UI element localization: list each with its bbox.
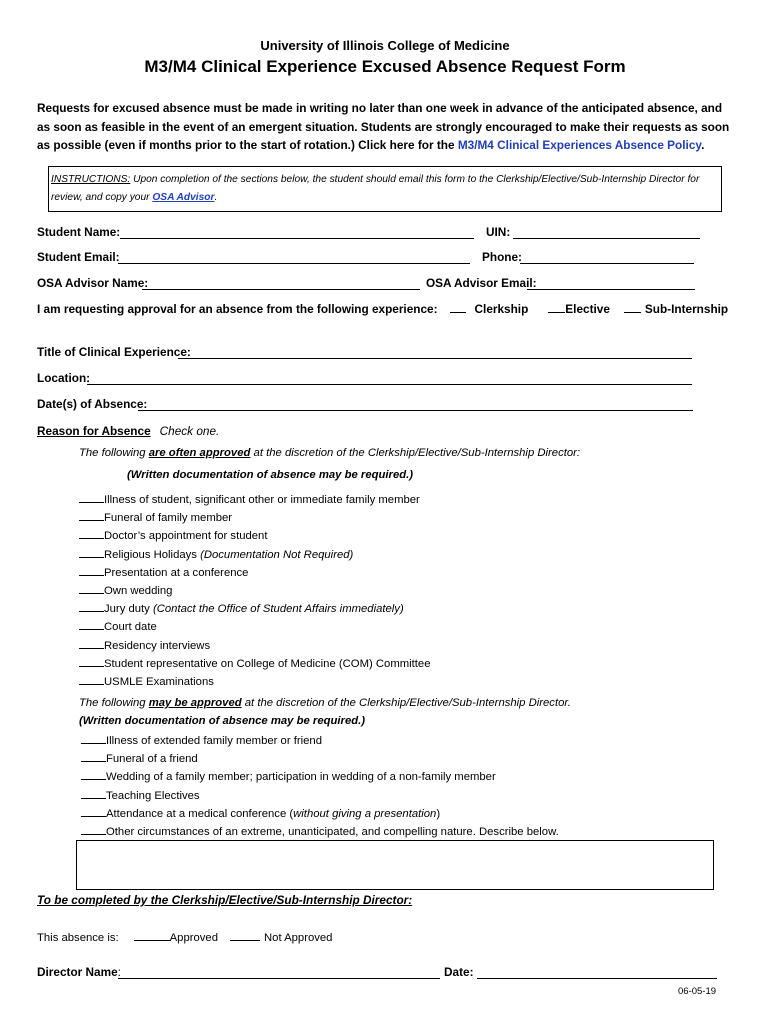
form-version: 06-05-19 <box>678 986 717 997</box>
clinical-title-field[interactable] <box>178 357 692 359</box>
director-name-field[interactable] <box>118 977 440 979</box>
item-note: (Documentation Not Required) <box>200 548 354 561</box>
intro-text: Requests for excused absence must be made in writing no later than one week in advance of the anticipated absence, and as soon as feasible in the event of an emergent situation. Students are strongly encouraged to make their requests as soon as possible (even if months prior to the start of rotation.) Click here for the <box>37 101 730 152</box>
dates-label: Date(s) of Absence: <box>37 397 148 411</box>
osa-advisor-name-field[interactable] <box>142 288 420 290</box>
description-textbox[interactable] <box>76 840 714 890</box>
experience-type-row <box>37 302 728 316</box>
uin-field[interactable] <box>513 237 700 239</box>
approval-row <box>37 930 332 944</box>
instructions-end: . <box>214 192 218 203</box>
absence-is-label: This absence is: <box>37 932 119 944</box>
list-item[interactable] <box>79 492 431 510</box>
checkbox-blank[interactable] <box>79 510 104 521</box>
clerkship-label: Clerkship <box>474 302 529 316</box>
director-heading: To be completed by the Clerkship/Elective/Sub-Internship Director: <box>37 893 413 907</box>
student-email-field[interactable] <box>118 262 470 264</box>
checkbox-blank[interactable] <box>79 492 104 503</box>
checkbox-blank[interactable] <box>79 638 104 649</box>
list-item[interactable] <box>79 638 431 656</box>
osa-advisor-link[interactable]: OSA Advisor <box>152 192 215 203</box>
list-item[interactable] <box>79 547 431 565</box>
dates-field[interactable] <box>138 409 693 411</box>
list-item[interactable] <box>81 751 559 769</box>
reason-heading: Reason for Absence <box>37 424 151 438</box>
item-text: Funeral of a friend <box>106 753 198 766</box>
not-approved-checkbox[interactable] <box>230 930 260 941</box>
sub-internship-label: Sub-Internship <box>644 302 729 316</box>
instructions-body: Upon completion of the sections below, the student should email this form to the Clerkship/Elective/Sub-Internship Director for review, and copy your <box>51 174 700 203</box>
item-text: Student representative on College of Medicine (COM) Committee <box>104 657 431 670</box>
checkbox-blank[interactable] <box>79 619 104 630</box>
often-documentation-note: (Written documentation of absence may be required.) <box>127 469 414 481</box>
checkbox-blank[interactable] <box>79 601 104 612</box>
student-email-label: Student Email: <box>37 250 120 264</box>
approved-label: Approved <box>169 932 218 944</box>
item-post: ) <box>436 807 441 820</box>
check-one-note: Check one. <box>159 424 220 438</box>
intro-end: . <box>701 138 705 152</box>
checkbox-blank[interactable] <box>81 788 106 799</box>
item-note: without giving a presentation <box>293 807 437 820</box>
list-item[interactable] <box>79 601 431 619</box>
director-name-row <box>37 965 121 979</box>
may-pre: The following <box>79 697 149 709</box>
list-item[interactable] <box>81 806 559 824</box>
phone-label: Phone: <box>482 250 522 264</box>
checkbox-blank[interactable] <box>79 674 104 685</box>
list-item[interactable] <box>79 619 431 637</box>
often-pre: The following <box>79 447 149 459</box>
list-item[interactable] <box>79 528 431 546</box>
item-text: Attendance at a medical conference ( <box>106 807 294 820</box>
item-text: Wedding of a family member; participation in wedding of a non-family member <box>106 771 496 784</box>
may-post: at the discretion of the Clerkship/Elective/Sub-Internship Director. <box>241 697 571 709</box>
often-post: at the discretion of the Clerkship/Elective/Sub-Internship Director: <box>250 447 581 459</box>
item-text: Doctor’s appointment for student <box>104 530 268 543</box>
checkbox-blank[interactable] <box>81 824 106 835</box>
intro-paragraph <box>37 99 737 155</box>
list-item[interactable] <box>79 656 431 674</box>
item-text: USMLE Examinations <box>104 675 214 688</box>
often-approved-list <box>79 492 431 692</box>
checkbox-blank[interactable] <box>79 565 104 576</box>
list-item[interactable] <box>81 788 559 806</box>
checkbox-blank[interactable] <box>79 528 104 539</box>
item-text: Residency interviews <box>104 639 211 652</box>
student-name-field[interactable] <box>120 237 474 239</box>
form-title: M3/M4 Clinical Experience Excused Absence Request Form <box>144 57 626 76</box>
may-approved-list <box>81 733 559 842</box>
item-text: Funeral of family member <box>104 512 233 525</box>
clerkship-checkbox[interactable] <box>450 302 466 313</box>
student-name-label: Student Name: <box>37 225 121 239</box>
list-item[interactable] <box>79 583 431 601</box>
instructions-text <box>51 171 716 207</box>
clinical-title-label: Title of Clinical Experience: <box>37 345 191 359</box>
often-emphasis: are often approved <box>148 447 251 459</box>
item-text: Illness of student, significant other or immediate family member <box>104 494 420 506</box>
approved-checkbox[interactable] <box>134 930 170 941</box>
absence-policy-link[interactable]: M3/M4 Clinical Experiences Absence Policy <box>457 138 702 152</box>
checkbox-blank[interactable] <box>81 769 106 780</box>
phone-field[interactable] <box>520 262 694 264</box>
experience-prompt: I am requesting approval for an absence from the following experience: <box>37 302 438 316</box>
director-name-colon: : <box>117 965 121 979</box>
osa-advisor-name-label: OSA Advisor Name: <box>37 276 149 290</box>
osa-advisor-email-label: OSA Advisor Email: <box>426 276 537 290</box>
checkbox-blank[interactable] <box>81 733 106 744</box>
list-item[interactable] <box>81 733 559 751</box>
director-name-label: Director Name <box>37 965 118 979</box>
item-text: Court date <box>104 621 157 634</box>
uin-label: UIN: <box>486 225 511 239</box>
list-item[interactable] <box>79 674 431 692</box>
may-approved-intro <box>79 697 571 709</box>
often-approved-intro <box>79 447 580 459</box>
checkbox-blank[interactable] <box>79 656 104 667</box>
reason-heading-row <box>37 424 219 438</box>
elective-label: Elective <box>565 302 610 316</box>
elective-checkbox[interactable] <box>548 302 565 313</box>
sub-internship-checkbox[interactable] <box>624 302 641 313</box>
item-text: Religious Holidays <box>104 548 201 561</box>
checkbox-blank[interactable] <box>79 547 104 558</box>
item-text: Illness of extended family member or friend <box>106 735 322 747</box>
item-text: Teaching Electives <box>106 789 200 802</box>
osa-advisor-email-field[interactable] <box>527 288 695 290</box>
item-note: (Contact the Office of Student Affairs immediately) <box>152 603 404 616</box>
item-text: Presentation at a conference <box>104 566 249 579</box>
item-text: Own wedding <box>104 584 173 597</box>
item-text: Jury duty <box>104 603 153 616</box>
date-field[interactable] <box>477 977 717 979</box>
location-label: Location: <box>37 371 91 385</box>
item-text: Other circumstances of an extreme, unanticipated, and compelling nature. Describe below. <box>106 825 559 838</box>
checkbox-blank[interactable] <box>81 806 106 817</box>
not-approved-label: Not Approved <box>264 932 333 944</box>
checkbox-blank[interactable] <box>79 583 104 594</box>
list-item[interactable] <box>81 769 559 787</box>
may-emphasis: may be approved <box>148 697 242 709</box>
checkbox-blank[interactable] <box>81 751 106 762</box>
may-documentation-note: (Written documentation of absence may be required.) <box>79 715 366 727</box>
date-label: Date: <box>444 965 474 979</box>
list-item[interactable] <box>79 510 431 528</box>
list-item[interactable] <box>79 565 431 583</box>
university-name: University of Illinois College of Medicine <box>260 38 510 53</box>
location-field[interactable] <box>87 383 692 385</box>
instructions-label: INSTRUCTIONS: <box>51 174 131 185</box>
